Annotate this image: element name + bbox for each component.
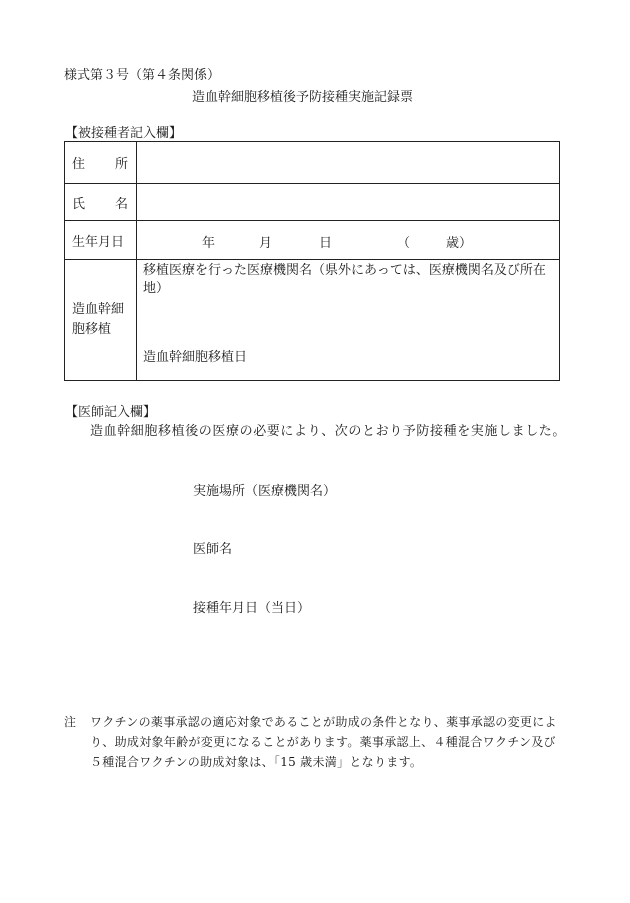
- transplant-label-line-1: 造血幹細: [72, 302, 125, 317]
- address-row: [65, 142, 560, 184]
- dob-age-unit: 歳）: [446, 236, 473, 251]
- address-field[interactable]: [137, 142, 560, 184]
- name-field[interactable]: [137, 184, 560, 221]
- name-row: [65, 184, 560, 221]
- name-label-char-1: 氏: [72, 196, 86, 212]
- address-label-char-1: 住: [72, 157, 86, 172]
- transplant-row: [65, 260, 560, 381]
- form-number: 様式第３号（第４条関係）: [64, 68, 221, 83]
- transplant-field[interactable]: [137, 260, 560, 381]
- name-label: [65, 184, 137, 221]
- recipient-section-heading: 【被接種者記入欄】: [65, 126, 183, 141]
- dob-month-unit: 月: [259, 236, 273, 251]
- name-label-char-2: 名: [114, 196, 128, 212]
- dob-row: [65, 221, 560, 260]
- dob-age-open: （: [397, 236, 411, 251]
- doctor-section-heading: 【医師記入欄】: [65, 405, 157, 420]
- note-text: ワクチンの薬事承認の適応対象であることが助成の条件となり、薬事承認の変更により、助成対象年齢が変更になることがあります。薬事承認上、４種混合ワクチン及び５種混合ワクチンの助成対象は、「15 歳未満」となります。: [90, 715, 557, 769]
- dob-label-text: 生年月日: [72, 234, 125, 250]
- note-mark: 注: [64, 715, 77, 729]
- address-label-char-2: 所: [114, 157, 128, 172]
- transplant-label: [65, 260, 137, 381]
- recipient-table: [64, 141, 560, 381]
- doctor-name-label: 医師名: [193, 542, 233, 557]
- transplant-label-line-2: 胞移植: [72, 322, 112, 337]
- dob-field[interactable]: [137, 221, 560, 260]
- vaccination-date-label: 接種年月日（当日）: [193, 601, 311, 616]
- dob-day-unit: 日: [319, 236, 333, 251]
- page-title: 造血幹細胞移植後予防接種実施記録票: [192, 90, 414, 105]
- doctor-statement: 造血幹細胞移植後の医療の必要により、次のとおり予防接種を実施しました。: [90, 424, 567, 439]
- dob-year-unit: 年: [202, 236, 216, 251]
- address-label: [65, 142, 137, 184]
- transplant-institution-label: 移植医療を行った医療機関名（県外にあっては、医療機関名及び所在地）: [143, 263, 546, 296]
- dob-label: [65, 221, 137, 260]
- venue-label: 実施場所（医療機関名）: [193, 484, 337, 499]
- transplant-date-label: 造血幹細胞移植日: [143, 350, 248, 365]
